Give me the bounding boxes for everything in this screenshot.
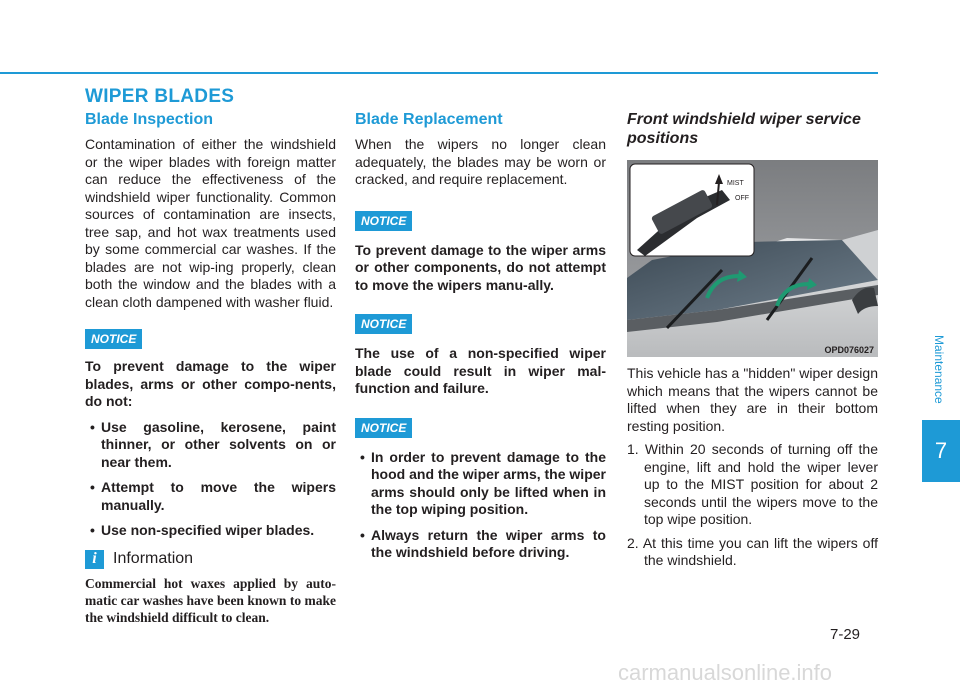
- notice-badge: NOTICE: [355, 314, 412, 334]
- watermark: carmanualsonline.info: [618, 660, 833, 685]
- column-blade-replacement: [355, 110, 606, 570]
- list-item: • Always return the wiper arms to the windshield before driving.: [355, 527, 606, 562]
- heading-blade-inspection: Blade Inspection: [85, 111, 214, 128]
- column-service-positions: [627, 110, 878, 576]
- notice-text: The use of a non-specified wiper blade could result in wiper mal-function and failure.: [355, 345, 606, 396]
- heading-service-positions: Front windshield wiper service positions: [627, 111, 861, 147]
- notice-badge: NOTICE: [85, 329, 142, 349]
- chapter-label: [928, 335, 952, 415]
- off-label: OFF: [735, 195, 749, 202]
- service-steps-list: [627, 441, 878, 570]
- notice-bullet-list: [355, 449, 606, 562]
- information-label: Information: [113, 550, 194, 567]
- mist-label: MIST: [727, 180, 744, 187]
- notice-text: To prevent damage to the wiper blades, arms or other compo-nents, do not:: [85, 358, 336, 409]
- column-blade-inspection: [85, 110, 336, 626]
- blade-inspection-text: Contamination of either the windshield or the wiper blades with foreign matter can reduce the effectiveness of the windshield wiper functionality. Common sources of contamination are insects, tree sap, and hot wax treatments used by some commercial car washes. If the blades are not wip-ing properly, clean both the window and the blades with a clean cloth dampened with washer fluid.: [85, 136, 336, 310]
- blade-replacement-text: When the wipers no longer clean adequately, the blades may be worn or cracked, and require replacement.: [355, 136, 606, 187]
- notice-bullet-list: [85, 419, 336, 540]
- page-number: 7-29: [830, 626, 861, 643]
- figure-code: OPD076027: [824, 345, 874, 355]
- list-item: • Attempt to move the wipers manually.: [85, 479, 336, 514]
- chapter-label-text: Maintenance: [932, 335, 946, 404]
- heading-blade-replacement: Blade Replacement: [355, 111, 503, 128]
- information-text: Commercial hot waxes applied by auto-matic car washes have been known to make the windshield difficult to clean.: [85, 575, 336, 625]
- list-item: 2. At this time you can lift the wipers off the windshield.: [627, 534, 878, 568]
- notice-badge: NOTICE: [355, 211, 412, 231]
- section-title: WIPER BLADES: [85, 86, 235, 107]
- wiper-illustration: [627, 160, 878, 357]
- list-item: • Use gasoline, kerosene, paint thinner, or other solvents on or near them.: [85, 419, 336, 472]
- chapter-tab: 7: [922, 420, 960, 482]
- notice-text: To prevent damage to the wiper arms or other components, do not attempt to move the wipers manu-ally.: [355, 241, 606, 293]
- notice-badge: NOTICE: [355, 418, 412, 438]
- service-positions-text: This vehicle has a "hidden" wiper design which means that the wipers cannot be lifted when they are in their bottom resting position.: [627, 365, 878, 434]
- wiper-service-figure: [627, 160, 878, 357]
- info-icon: i: [85, 550, 104, 569]
- list-item: 1. Within 20 seconds of turning off the engine, lift and hold the wiper lever up to the MIST position for about 2 seconds until the wipers move to the top wipe position.: [627, 441, 878, 527]
- list-item: • In order to prevent damage to the hood and the wiper arms, the wiper arms should only be lifted when in the top wiping position.: [355, 449, 606, 519]
- information-header: [85, 550, 336, 569]
- top-rule: [0, 72, 878, 74]
- list-item: • Use non-specified wiper blades.: [85, 522, 336, 540]
